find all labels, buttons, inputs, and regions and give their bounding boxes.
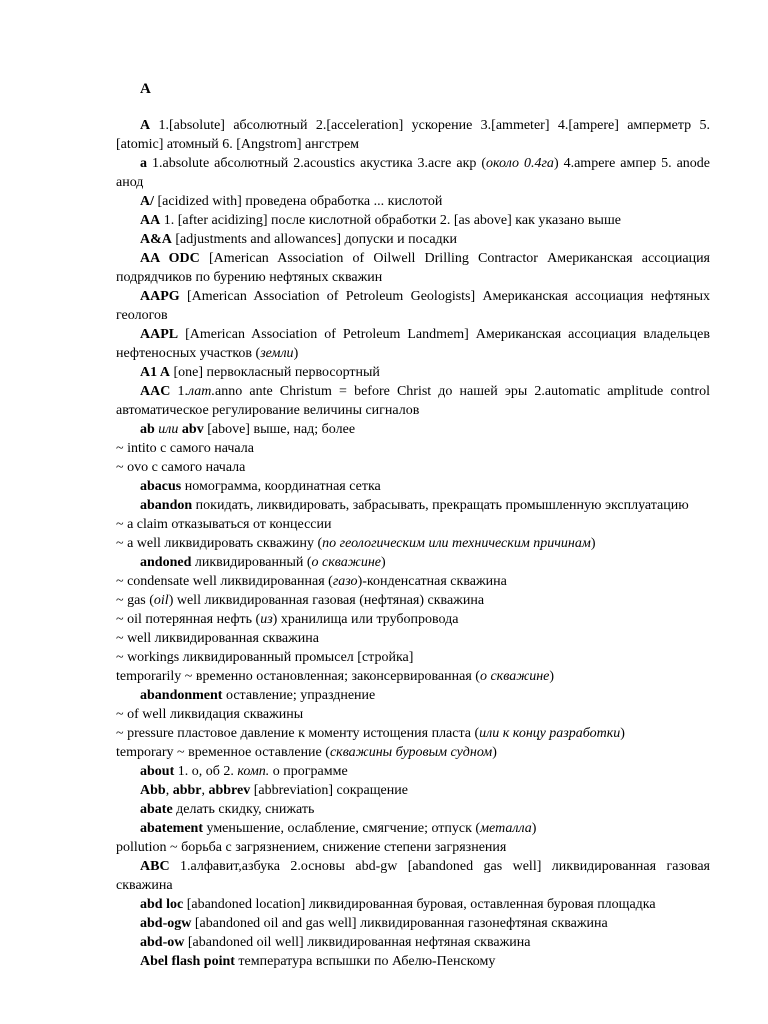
entry-text: ~ a claim отказываться от концессии (116, 517, 332, 532)
entry-term: abandonment (140, 688, 223, 703)
glossary-entry (116, 116, 710, 154)
glossary-entry (116, 781, 710, 800)
entry-term: abatement (140, 821, 203, 836)
entry-text: 1.[absolute] абсолютный 2.[acceleration] ускорение 3.[ammeter] 4.[ampere] амперметр 5. [atomic] атомный 6. [Angstrom] ангстрем (116, 118, 710, 152)
entry-text: ~ intito с самого начала (116, 441, 254, 456)
glossary-subentry (116, 610, 710, 629)
section-letter: A (140, 81, 151, 97)
entry-text: ликвидированный ( (191, 555, 312, 570)
glossary-subentry (116, 515, 710, 534)
entry-text: ~ condensate well ликвидированная ( (116, 574, 333, 589)
entry-term: abacus (140, 479, 182, 494)
entry-text: pollution ~ борьба с загрязнением, снижение степени загрязнения (116, 840, 507, 855)
entry-text: [abandoned location] ликвидированная буровая, оставленная буровая площадка (183, 897, 656, 912)
entry-note: лат. (187, 384, 216, 399)
entry-text: 1.absolute абсолютный 2.acoustics акустика 3.acre акр ( (147, 156, 487, 171)
entry-term: abd-ogw (140, 916, 192, 931)
entry-text: ~ well ликвидированная скважина (116, 631, 319, 646)
glossary-subentry (116, 591, 710, 610)
entry-text: ) 4.ampere ампер 5. anode анод (116, 156, 710, 190)
entry-text: , (201, 783, 209, 798)
entry-text: ) (293, 346, 299, 361)
entry-text: ) (492, 745, 497, 760)
glossary-entry (116, 952, 710, 971)
entry-term: andoned (140, 555, 192, 570)
entry-note: около 0.4га (486, 156, 554, 171)
entry-text: [adjustments and allowances] допуски и посадки (171, 232, 457, 247)
entry-text: ) (590, 536, 596, 551)
entry-term: A1 A (140, 365, 170, 380)
entry-term: abandon (140, 498, 193, 513)
entry-term: about (140, 764, 175, 779)
entry-text: ) well ликвидированная газовая (нефтяная) скважина (168, 593, 485, 608)
entry-text: [abandoned oil well] ликвидированная нефтяная скважина (184, 935, 531, 950)
entry-text: ~ workings ликвидированный промысел [стройка] (116, 650, 414, 665)
entry-text: 1. о, об 2. (174, 764, 238, 779)
entry-note: oil (153, 593, 169, 608)
entry-term: AA (140, 213, 161, 228)
entry-text: ) (620, 726, 625, 741)
entry-text: 1. [after acidizing] после кислотной обработки 2. [as above] как указано выше (160, 213, 621, 228)
entry-text: [one] первокласный первосортный (169, 365, 380, 380)
glossary-entry (116, 382, 710, 420)
glossary-subentry (116, 667, 710, 686)
entry-text: ) (549, 669, 555, 684)
entry-term: AAC (140, 384, 171, 399)
entry-term: Abel flash point (140, 954, 235, 969)
entry-text: 1.алфавит,азбука 2.основы abd-gw [abandoned gas well] ликвидированная газовая скважина (116, 859, 710, 893)
entry-term: AAPG (140, 289, 180, 304)
entry-text: оставление; упразднение (222, 688, 376, 703)
glossary-subentry (116, 724, 710, 743)
entry-term: abbrev (208, 783, 251, 798)
entry-text: [American Association of Petroleum Landmem] Американская ассоциация владельцев нефтеносных участков ( (116, 327, 710, 361)
entry-text: номограмма, координатная сетка (181, 479, 381, 494)
entry-text: 1. (170, 384, 188, 399)
entry-text: [acidized with] проведена обработка ... кислотой (154, 194, 443, 209)
entry-text: temporary ~ временное оставление ( (116, 745, 330, 760)
entry-text: о программе (269, 764, 348, 779)
entry-term: abd loc (140, 897, 184, 912)
glossary-entry (116, 154, 710, 192)
entry-note: из (260, 612, 273, 627)
entry-text: ) (380, 555, 386, 570)
glossary-subentry (116, 743, 710, 762)
glossary-subentry (116, 629, 710, 648)
glossary-entry (116, 914, 710, 933)
glossary-subentry (116, 648, 710, 667)
entry-note: по геологическим или техническим причинам (322, 536, 591, 551)
glossary-entry (116, 230, 710, 249)
entry-text: покидать, ликвидировать, забрасывать, прекращать промышленную эксплуатацию (192, 498, 689, 513)
glossary-entry (116, 800, 710, 819)
entry-note: или (158, 422, 179, 437)
entry-term: a (140, 156, 147, 171)
entry-term: abv (181, 422, 204, 437)
glossary-entry (116, 249, 710, 287)
entry-note: о скважине (311, 555, 381, 570)
entry-text: ~ oil потерянная нефть ( (116, 612, 261, 627)
entry-term: ABC (140, 859, 170, 874)
glossary-entry (116, 363, 710, 382)
entry-text: ) хранилища или трубопровода (272, 612, 459, 627)
glossary-entry (116, 287, 710, 325)
entry-term: abate (140, 802, 173, 817)
glossary-entry (116, 325, 710, 363)
entry-text: [American Association of Petroleum Geologists] Американская ассоциация нефтяных геологов (116, 289, 710, 323)
entry-term: Abb (140, 783, 166, 798)
entry-text: делать скидку, снижать (172, 802, 315, 817)
glossary-subentry (116, 572, 710, 591)
glossary-subentry (116, 439, 710, 458)
entry-text: ~ pressure пластовое давление к моменту истощения пласта ( (116, 726, 480, 741)
glossary-subentry (116, 534, 710, 553)
entry-text: ~ ovo с самого начала (116, 460, 246, 475)
entry-term: A/ (140, 194, 154, 209)
entry-text: [above] выше, над; более (203, 422, 356, 437)
entry-term: AA ODC (140, 251, 200, 266)
entry-note: комп. (237, 764, 270, 779)
entry-text: , (165, 783, 173, 798)
glossary-entry (116, 819, 710, 838)
document-page (116, 80, 710, 971)
entry-text: )-конденсатная скважина (357, 574, 507, 589)
glossary-entry (116, 895, 710, 914)
entry-text: ) (531, 821, 537, 836)
entry-text: ~ of well ликвидация скважины (116, 707, 304, 722)
glossary-entry (116, 857, 710, 895)
entry-text: уменьшение, ослабление, смягчение; отпуск ( (203, 821, 481, 836)
entry-term: ab (140, 422, 155, 437)
entry-text: температура вспышки по Абелю-Пенскому (234, 954, 496, 969)
glossary-entry (116, 477, 710, 496)
glossary-entry (116, 420, 710, 439)
entry-text: [American Association of Oilwell Drilling Contractor Американская ассоциация подрядчиков по бурению нефтяных скважин (116, 251, 710, 285)
entry-note: или к концу разработки (479, 726, 621, 741)
entry-note: земли (260, 346, 294, 361)
glossary-subentry (116, 458, 710, 477)
entry-note: металла (480, 821, 532, 836)
glossary-entry (116, 553, 710, 572)
entry-text: temporarily ~ временно остановленная; законсервированная ( (116, 669, 480, 684)
entry-term: abd-ow (140, 935, 185, 950)
entry-text: anno ante Christum = before Christ до нашей эры 2.automatic amplitude control автоматическое регулирование величины сигналов (116, 384, 710, 418)
glossary-entry (116, 496, 710, 515)
glossary-entry (116, 686, 710, 705)
entry-note: о скважине (479, 669, 550, 684)
glossary-subentry (116, 705, 710, 724)
entry-text: [abandoned oil and gas well] ликвидированная газонефтяная скважина (191, 916, 608, 931)
glossary-entry (116, 192, 710, 211)
entry-term: A&A (140, 232, 172, 247)
entry-term: AAPL (140, 327, 179, 342)
glossary-subentry (116, 838, 710, 857)
entry-text: ~ gas ( (116, 593, 154, 608)
entry-term: abbr (172, 783, 202, 798)
glossary-entry (116, 762, 710, 781)
entry-note: газо (332, 574, 358, 589)
entry-text: [abbreviation] сокращение (250, 783, 408, 798)
entry-note: скважины буровым судном (329, 745, 493, 760)
glossary-entry (116, 933, 710, 952)
entry-term: A (140, 118, 151, 133)
glossary-entries (116, 116, 710, 971)
entry-text: ~ a well ликвидировать скважину ( (116, 536, 323, 551)
glossary-entry (116, 211, 710, 230)
